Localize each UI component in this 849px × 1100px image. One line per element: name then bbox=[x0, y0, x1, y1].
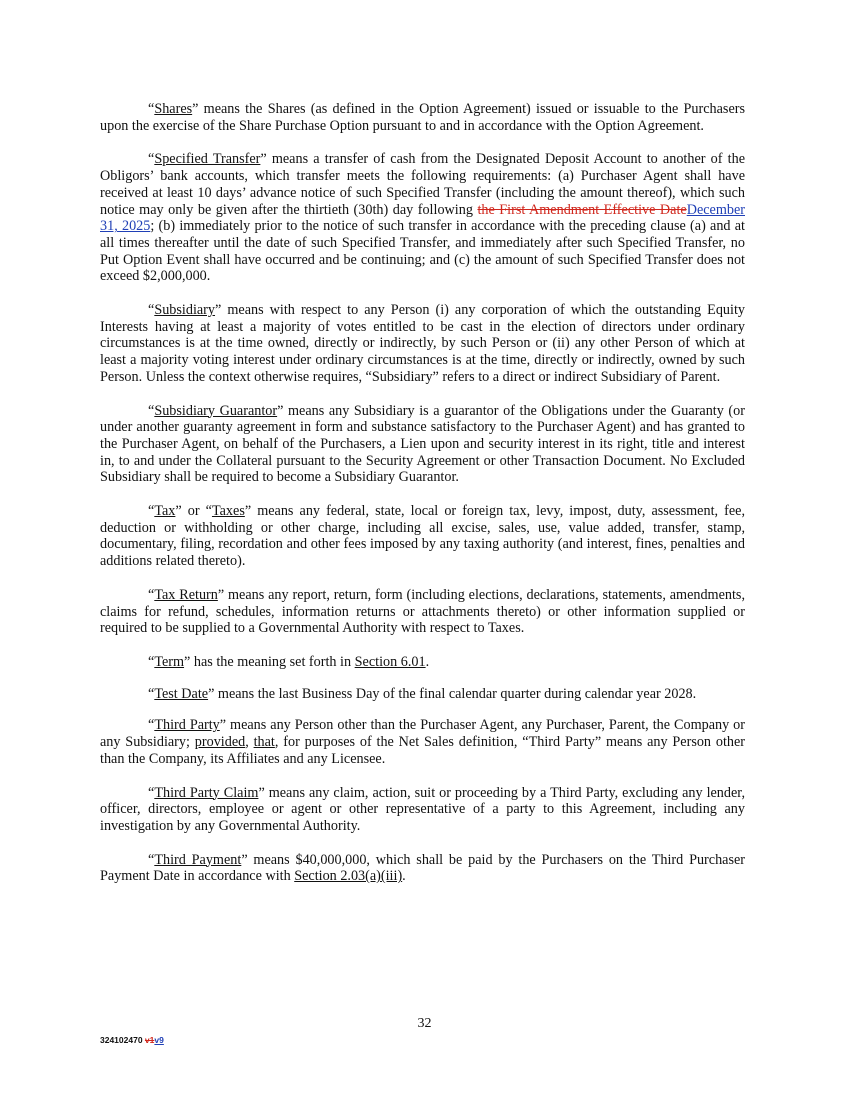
defined-term-third-payment: Third Payment bbox=[154, 851, 242, 868]
definitions-body bbox=[100, 101, 745, 902]
definition-tax bbox=[100, 503, 745, 570]
defined-term-third-party: Third Party bbox=[154, 717, 220, 734]
definition-text: ” means with respect to any Person (i) any corporation of which the outstanding Equity Interests having at least a majority of votes entitled to be cast in the election of directors under ordinary circumstances is at the time owned, directly or indirectly, by such Person or (ii) any other Person of which at least a majority voting interest under ordinary circumstances is at the time, directly or indirectly, owned by such Person. Unless the context otherwise requires, “Subsidiary” refers to a direct or indirect Subsidiary of Parent. bbox=[100, 302, 745, 385]
defined-term-term: Term bbox=[154, 653, 185, 670]
definition-shares bbox=[100, 101, 745, 134]
document-id-footer bbox=[100, 1035, 164, 1045]
defined-term-test-date: Test Date bbox=[154, 685, 209, 702]
quote-mark: “ bbox=[148, 586, 155, 603]
deleted-text-redline: the First Amendment Effective Date bbox=[477, 201, 687, 218]
quote-mark: “ bbox=[148, 402, 155, 419]
quote-mark: “ bbox=[148, 851, 155, 868]
definition-text: ” means any Subsidiary is a guarantor of the Obligations under the Guaranty (or under another guaranty agreement in form and substance satisfactory to the Purchaser Agent) and has granted to the Purchaser Agent, on behalf of the Purchasers, a Lien upon and security interest in its right, title and interest in, to and under the Collateral pursuant to the Security Agreement or other Transaction Document. No Excluded Subsidiary shall be required to become a Subsidiary Guarantor. bbox=[100, 402, 745, 486]
quote-mark: “ bbox=[148, 503, 155, 520]
inserted-text-redline: December 31, 2025 bbox=[100, 201, 745, 235]
definition-text: ” means any federal, state, local or foreign tax, levy, impost, duty, assessment, fee, deduction or withholding or other charge, including all excise, sales, use, value added, transfer, stamp, documentary, filing, recordation and other fees imposed by any taxing authority (and interest, fines, penalties and additions related thereto). bbox=[100, 503, 745, 570]
quote-mark: “ bbox=[148, 685, 155, 702]
definition-text-continued: , for purposes of the Net Sales definition, “Third Party” means any Person other than the Company, its Affiliates and any Licensee. bbox=[100, 734, 746, 767]
version-inserted: v9 bbox=[154, 1035, 164, 1045]
section-reference: Section 2.03(a)(iii) bbox=[294, 868, 403, 885]
defined-term-tax: Tax bbox=[154, 503, 176, 520]
defined-term-specified-transfer: Specified Transfer bbox=[154, 151, 261, 168]
that-keyword: that bbox=[253, 734, 275, 751]
definition-text: ” means a transfer of cash from the Designated Deposit Account to another of the Obligors’ bank accounts, which transfer meets the following requirements: (a) Purchaser Agent shall have received at least 10 days’ advance notice of such Specified Transfer (including the amount thereof), which such notice may only be given after the thirtieth (30th) day following bbox=[100, 151, 745, 218]
defined-term-third-party-claim: Third Party Claim bbox=[154, 784, 259, 801]
definition-text-continued: ; (b) immediately prior to the notice of such transfer in accordance with the preceding clause (a) and at all times thereafter until the date of such Specified Transfer, and immediately after such Specified Transfer, no Put Option Event shall have occurred and be continuing; and (c) the amount of such Specified Transfer does not exceed $2,000,000. bbox=[100, 218, 745, 285]
definition-text: ” means the last Business Day of the final calendar quarter during calendar year 2028. bbox=[208, 685, 697, 702]
period: . bbox=[425, 653, 430, 670]
section-reference: Section 6.01 bbox=[354, 653, 426, 670]
definition-third-payment bbox=[100, 852, 745, 885]
definition-text: ” means the Shares (as defined in the Option Agreement) issued or issuable to the Purchasers upon the exercise of the Share Purchase Option pursuant to and in accordance with the Option Agreement. bbox=[100, 101, 745, 134]
defined-term-tax-return: Tax Return bbox=[154, 586, 218, 603]
defined-term-taxes: Taxes bbox=[211, 503, 245, 520]
definition-text: ” means any report, return, form (including elections, declarations, statements, amendments, claims for refund, schedules, information returns or attachments thereto) or other information supplied or required to be supplied to a Governmental Authority with respect to Taxes. bbox=[100, 586, 745, 637]
definition-third-party-claim bbox=[100, 785, 745, 835]
definition-tax-return bbox=[100, 587, 745, 637]
definition-text: ” means $40,000,000, which shall be paid by the Purchasers on the Third Purchaser Payment Date in accordance with bbox=[100, 851, 746, 885]
version-deleted: v1 bbox=[144, 1035, 155, 1045]
defined-term-shares: Shares bbox=[154, 101, 193, 117]
quote-mark: “ bbox=[148, 101, 155, 117]
definition-subsidiary-guarantor bbox=[100, 403, 745, 487]
definition-test-date bbox=[100, 686, 745, 703]
period: . bbox=[402, 868, 406, 885]
definition-text: ” has the meaning set forth in bbox=[184, 653, 355, 670]
comma: , bbox=[245, 734, 254, 751]
quote-mark: “ bbox=[148, 717, 155, 734]
defined-term-subsidiary: Subsidiary bbox=[154, 302, 216, 319]
provided-keyword: provided bbox=[194, 734, 246, 751]
quote-mark: “ bbox=[148, 784, 155, 801]
definition-term bbox=[100, 654, 745, 671]
definition-third-party bbox=[100, 717, 745, 767]
quote-mark: “ bbox=[148, 302, 155, 319]
quote-mark: “ bbox=[148, 151, 155, 168]
definition-text: ” means any claim, action, suit or proceeding by a Third Party, excluding any lender, officer, directors, employee or agent or other representative of a party to this Agreement, including any investigation by any Governmental Authority. bbox=[100, 784, 745, 834]
page-number: 32 bbox=[417, 1016, 432, 1031]
definition-text: ” means any Person other than the Purchaser Agent, any Purchaser, Parent, the Company or any Subsidiary; bbox=[100, 717, 745, 751]
defined-term-subsidiary-guarantor: Subsidiary Guarantor bbox=[154, 402, 278, 419]
quote-connector: ” or “ bbox=[175, 503, 212, 520]
definition-specified-transfer bbox=[100, 151, 745, 285]
quote-mark: “ bbox=[148, 653, 155, 670]
document-number: 324102470 bbox=[100, 1035, 145, 1045]
definition-subsidiary bbox=[100, 302, 745, 386]
